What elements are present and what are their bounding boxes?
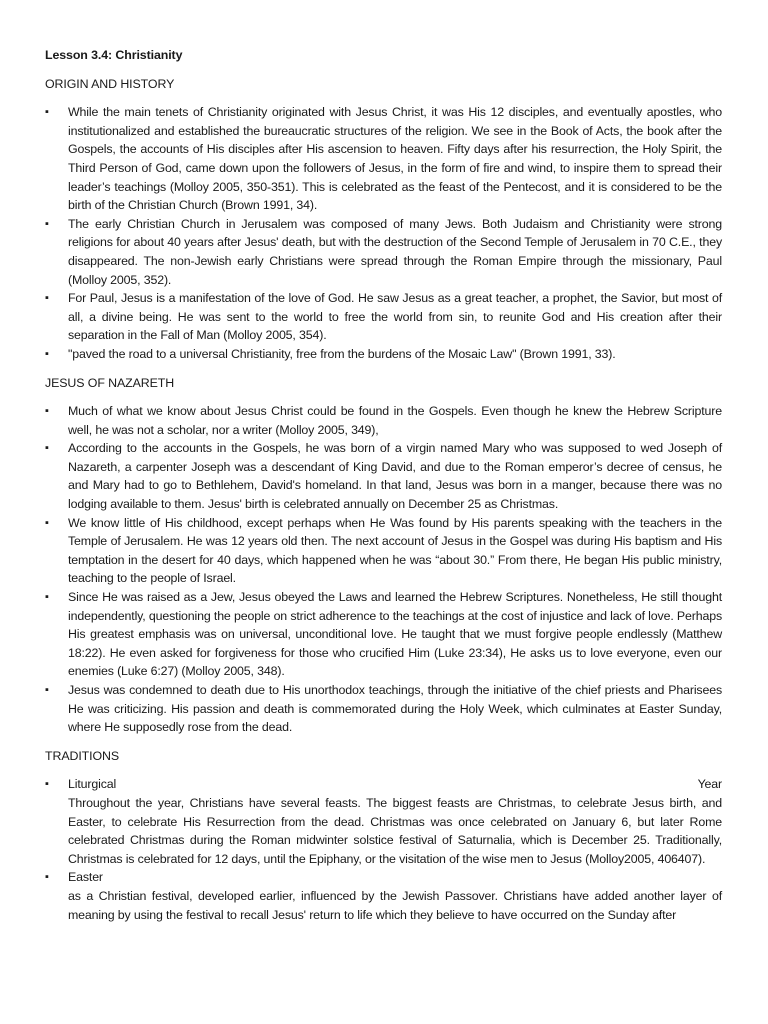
bullet-icon: ▪ bbox=[45, 292, 49, 305]
origin-list bbox=[45, 103, 722, 363]
list-item bbox=[45, 439, 722, 513]
list-item bbox=[45, 588, 722, 681]
list-item-liturgical-year bbox=[45, 775, 722, 868]
bullet-icon: ▪ bbox=[45, 591, 49, 604]
document-page bbox=[45, 46, 722, 934]
list-item-text: We know little of His childhood, except perhaps when He Was found by His parents speaking with the teachers in the Temple of Jerusalem. He was 12 years old then. The next account of Jesus in the Gospel was during His baptism and His temptation in the desert for 40 days, which happened when he was “about 30.” From there, He began His public ministry, teaching to the people of Israel. bbox=[68, 515, 722, 586]
bullet-icon: ▪ bbox=[45, 871, 49, 884]
bullet-icon: ▪ bbox=[45, 106, 49, 119]
list-item-text: "paved the road to a universal Christianity, free from the burdens of the Mosaic Law" (Brown 1991, 33). bbox=[68, 346, 616, 361]
traditions-list bbox=[45, 775, 722, 924]
list-item-text: Much of what we know about Jesus Christ could be found in the Gospels. Even though he knew the Hebrew Scripture well, he was not a scholar, nor a writer (Molloy 2005, 349), bbox=[68, 404, 722, 437]
list-item-text: Since He was raised as a Jew, Jesus obeyed the Laws and learned the Hebrew Scriptures. Nonetheless, He still thought independently, questioning the people on strict adherence to the teachings at the cost of injustice and lack of love. Perhaps His greatest emphasis was on universal, unconditional love. He taught that we must forgive people endlessly (Matthew 18:22). He even asked for forgiveness for those who crucified Him (Luke 23:34), He asks us to love everyone, even our enemies (Luke 6:27) (Molloy 2005, 348). bbox=[68, 590, 722, 679]
jesus-list bbox=[45, 402, 722, 737]
list-item bbox=[45, 345, 722, 364]
easter-text: as a Christian festival, developed earlier, influenced by the Jewish Passover. Christians have added another layer of meaning by using the festival to recall Jesus' return to life which they believe to have occurred on the Sunday after bbox=[68, 888, 722, 922]
section-heading-jesus: JESUS OF NAZARETH bbox=[45, 375, 175, 390]
lesson-title: Lesson 3.4: Christianity bbox=[45, 48, 183, 62]
list-item-text: For Paul, Jesus is a manifestation of the love of God. He saw Jesus as a great teacher, a prophet, the Savior, but most of all, a divine being. He was sent to the world to free the world from sin, to reunite God and His creation after their separation in the Fall of Man (Molloy 2005, 354). bbox=[68, 291, 722, 343]
list-item bbox=[45, 514, 722, 588]
year-label: Year bbox=[697, 777, 722, 792]
bullet-icon: ▪ bbox=[45, 347, 49, 360]
bullet-icon: ▪ bbox=[45, 684, 49, 696]
list-item bbox=[45, 289, 722, 345]
easter-label: Easter bbox=[68, 870, 103, 885]
bullet-icon: ▪ bbox=[45, 778, 49, 791]
list-item-easter bbox=[45, 868, 722, 924]
bullet-icon: ▪ bbox=[45, 516, 49, 529]
list-item bbox=[45, 215, 722, 289]
bullet-icon: ▪ bbox=[45, 217, 49, 230]
list-item-text: According to the accounts in the Gospels, he was born of a virgin named Mary who was supposed to wed Joseph of Nazareth, a carpenter Joseph was a descendant of King David, and due to the Roman emperor’s decree of census, he and Mary had to go to Bethlehem, David's homeland. In that land, Jesus was born in a manger, because there was no lodging available to them. Jesus' birth is celebrated annually on December 25 as Christmas. bbox=[68, 441, 722, 512]
liturgical-year-text: Throughout the year, Christians have several feasts. The biggest feasts are Christmas, to celebrate Jesus birth, and Easter, to celebrate His Resurrection from the dead. Christmas was once celebrated on January 6, but later Rome celebrated Christmas during the Roman midwinter solstice festival of Saturnalia, which is December 25. Traditionally, Christmas is celebrated for 12 days, until the Epiphany, or the visitation of the wise men to Jesus (Molloy2005, 406407). bbox=[68, 795, 722, 866]
list-item bbox=[45, 103, 722, 215]
liturgical-year-heading bbox=[68, 775, 722, 794]
liturgical-label: Liturgical bbox=[68, 777, 117, 792]
section-heading-origin: ORIGIN AND HISTORY bbox=[45, 76, 175, 91]
list-item-text: The early Christian Church in Jerusalem was composed of many Jews. Both Judaism and Christianity were strong religions for about 40 years after Jesus' death, but with the destruction of the Second Temple of Jerusalem in 70 C.E., they disappeared. The non-Jewish early Christians were spread through the Roman Empire through the missionary, Paul (Molloy 2005, 352). bbox=[68, 216, 722, 287]
list-item bbox=[45, 681, 722, 737]
list-item-text: While the main tenets of Christianity originated with Jesus Christ, it was His 12 disciples, and eventually apostles, who institutionalized and established the bureaucratic structures of the religion. We see in the Book of Acts, the book after the Gospels, the accounts of His disciples after His ascension to heaven. Fifty days after his resurrection, the Holy Spirit, the Third Person of God, came down upon the followers of Jesus, in the form of fire and wind, to inspire them to spread their leader’s teachings (Molloy 2005, 350-351). This is celebrated as the feast of the Pentecost, and it is considered to be the birth of the Christian Church (Brown 1991, 34). bbox=[68, 105, 722, 213]
list-item-text: Jesus was condemned to death due to His unorthodox teachings, through the initiative of the chief priests and Pharisees He was criticizing. His passion and death is commemorated during the Holy Week, which culminates at Easter Sunday, where He supposedly rose from the dead. bbox=[68, 683, 722, 735]
bullet-icon: ▪ bbox=[45, 405, 49, 418]
bullet-icon: ▪ bbox=[45, 442, 49, 455]
section-heading-traditions: TRADITIONS bbox=[45, 748, 120, 763]
list-item bbox=[45, 402, 722, 439]
